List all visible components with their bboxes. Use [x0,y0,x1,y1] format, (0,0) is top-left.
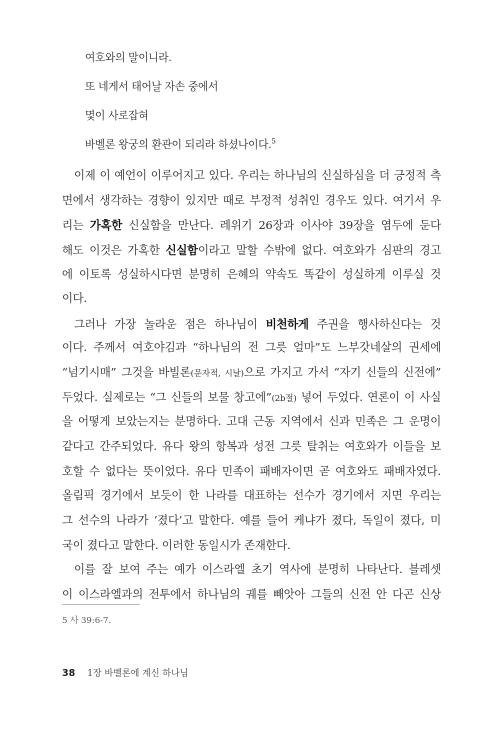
paragraph-line: 이를 잘 보여 주는 예가 이스라엘 초기 역사에 분명히 나타난다. 블레셋 [74,563,441,577]
gloss-text: (문자적, 시날) [190,369,244,380]
block-quote [85,44,425,160]
paragraph-line: 이 이스라엘과의 전투에서 하나님의 궤를 빼앗아 그들의 신전 안 다곤 신상 [62,587,441,601]
quote-line [85,131,425,160]
quote-line: 여호와의 말이니라. [85,52,172,64]
paragraph-line: 그 선수의 나라가 ‘졌다’고 말한다. 예를 들어 케냐가 졌다, 독일이 졌다, 미 [62,513,441,527]
paragraph-line: 리는 가혹한 신실함을 만난다. 레위기 26장과 이사야 39장을 염두에 둔다 [62,218,441,233]
page-footer [62,666,188,679]
emphasis-text: 신실함 [165,242,198,257]
paragraph-line: 이다. [62,292,87,306]
footnote-reference[interactable]: 5 [271,137,276,146]
paragraph-line: “넘기시매” 그것을 바빌론(문자적, 시날)으로 가지고 가서 “자기 신들의 신전에” [62,366,441,380]
footnote: 5 사 39:6-7. [62,616,112,626]
footnote-divider [62,604,140,605]
paragraph-line: 그러나 가장 놀라운 점은 하나님이 비천하게 주권을 행사하신다는 것 [74,316,441,331]
paragraph-line: 두었다. 실제로는 “그 신들의 보물 창고에”(2b절) 넣어 두었다. 연론이 이 사실 [62,390,441,404]
quote-text: 바벨론 왕궁의 환관이 되리라 하셨나이다. [85,139,272,151]
body-text [62,164,441,608]
paragraph-line: 같다고 간주되었다. 유다 왕의 항복과 성전 그릇 탈취는 여호와가 이들을 보 [62,440,441,454]
quote-line: 몇이 사로잡혀 [85,110,149,122]
verse-reference: (2b절) [271,393,297,404]
paragraph-line: 을 어떻게 보았는지는 분명하다. 고대 근동 지역에서 신과 민족은 그 운명이 [62,415,441,429]
page-number: 38 [62,668,76,679]
paragraph-line: 호할 수 없다는 뜻이었다. 유다 민족이 패배자이면 곧 여호와도 패배자였다. [62,464,441,478]
paragraph-line: 이다. 주께서 여호야김과 “하나님의 전 그릇 얼마”도 느부갓네살의 권세에 [62,341,441,355]
paragraph-line: 국이 졌다고 말한다. 이러한 동일시가 존재한다. [62,538,291,552]
paragraph-line: 해도 이것은 가혹한 신실함이라고 말할 수밖에 없다. 여호와가 심판의 경고 [62,242,441,257]
running-chapter-title: 1장 바벨론에 계신 하나님 [87,669,189,679]
paragraph-line: 에 이토록 성실하시다면 분명히 은혜의 약속도 똑같이 성실하게 이루실 것 [62,267,441,281]
emphasis-text: 가혹한 [89,218,123,233]
quote-line: 또 네게서 태어날 자손 중에서 [85,81,219,93]
paragraph-line: 이제 이 예언이 이루어지고 있다. 우리는 하나님의 신실하심을 더 긍정적 측 [74,169,441,182]
emphasis-text: 비천하게 [265,316,309,331]
paragraph-line: 면에서 생각하는 경향이 있지만 때로 부정적 성취인 경우도 있다. 여기서 우 [62,193,441,207]
paragraph-line: 올림픽 경기에서 보듯이 한 나라를 대표하는 선수가 경기에서 지면 우리는 [62,489,441,503]
